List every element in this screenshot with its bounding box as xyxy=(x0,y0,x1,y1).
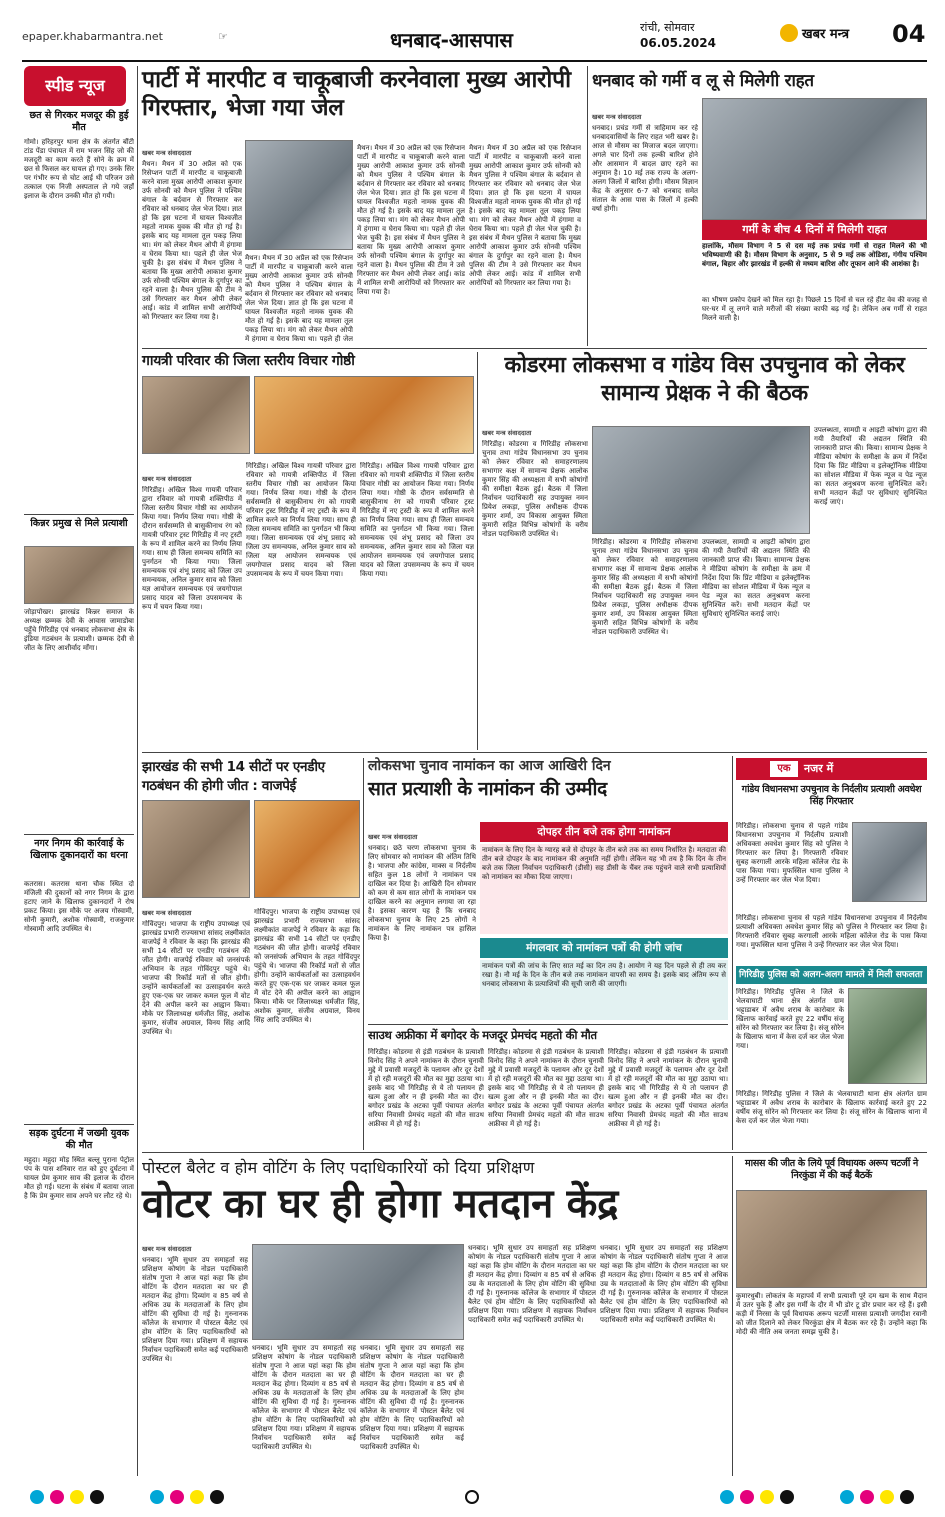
nazar-item-1-text-cont: गिरिडीह। लोकसभा चुनाव से पहले गांडेय विधानसभा उपचुनाव में निर्दलीय प्रत्याशी अधिवक्ता अवधेश कुमार सिंह को पुलिस ने गिरफ्तार कर लिया है। गिरफ्तारी रविवार सुबह करगाली आरके महिला कॉलेज रोड के पास किया गया। मुफस्सिल थाना पुलिस ने उन्हें गिरफ्तार कर जेल भेज दिया। xyxy=(736,914,927,949)
reg-dot xyxy=(900,1490,914,1504)
row-divider-1 xyxy=(142,348,927,349)
postal-nazar-divider xyxy=(732,1156,733,1476)
nomination-africa-divider xyxy=(368,1024,728,1025)
koderma-text-col-3: उपलब्धता, सामग्री व आइटी कोषांग द्वारा की गयी तैयारियों की अद्यतन स्थिति की जानकारी प्राप्त की। किया। सामान्य प्रेक्षक ने मीडिया कोषांग के समीक्षा के क्रम में निर्देश दिया कि प्रिंट मीडिया व इलेक्ट्रॉनिक मीडिया का सोशल मीडिया में फेक न्यूज व पेड न्यूज का सतत अनुश्रवण करना सुनिश्चित करें। सभी मतदान केंद्रों पर सुविधाएं सुनिश्चित कराई जाएं। xyxy=(702,538,810,618)
site-url[interactable]: epaper.khabarmantra.net xyxy=(22,30,163,43)
nazar-item-2-title: गिरिडीह पुलिस को अलग-अलग मामले में मिली सफलता xyxy=(736,966,927,984)
africa-headline: साउथ अफ्रीका में बगोदर के मजदूर प्रेमचंद महतो की मौत xyxy=(368,1028,597,1042)
koderma-text-col-4: उपलब्धता, सामग्री व आइटी कोषांग द्वारा की गयी तैयारियों की अद्यतन स्थिति की जानकारी प्राप्त की। किया। सामान्य प्रेक्षक ने मीडिया कोषांग के समीक्षा के क्रम में निर्देश दिया कि प्रिंट मीडिया व इलेक्ट्रॉनिक मीडिया का सोशल मीडिया में फेक न्यूज व पेड न्यूज का सतत अनुश्रवण करना सुनिश्चित करें। सभी मतदान केंद्रों पर सुविधाएं सुनिश्चित कराई जाएं। xyxy=(814,426,927,506)
nomination-kicker: लोकसभा चुनाव नामांकन का आज आखिरी दिन xyxy=(368,758,611,774)
jharkhand-headline: झारखंड की सभी 14 सीटों पर एनडीए गठबंधन की होगी जीत : वाजपेई xyxy=(142,759,325,794)
koderma-credit: खबर मन्त्र संवाददाता xyxy=(482,429,532,437)
postal-text-col-3: धनबाद। भूमि सुधार उप समाहर्ता सह प्रशिक्षण कोषांग के नोडल पदाधिकारी संतोष गुप्ता ने आज यहां कहा कि होम वोटिंग के दौरान मतदाता का घर ही मतदान केंद्र होगा। दिव्यांग व 85 वर्ष से अधिक उम्र के मतदाताओं के लिए होम वोटिंग की सुविधा दी गई है। गुरुनानक कॉलेज के सभागार में पोस्टल बैलेट एवं होम वोटिंग के लिए पदाधिकारियों को प्रशिक्षण दिया गया। प्रशिक्षण में सहायक निर्वाचन पदाधिकारी समेत कई पदाधिकारी उपस्थित थे। xyxy=(360,1344,464,1451)
speed-divider-2 xyxy=(24,834,134,835)
reg-dot xyxy=(860,1490,874,1504)
page-number: 04 xyxy=(892,20,926,48)
africa-text-col-2: गिरिडीह। कोडरमा से इंडी गठबंधन के प्रत्याशी विनोद सिंह ने अपने नामांकन के दौरान चुनावी मुद्दे में प्रवासी मजदूरों के पलायन और दूर देशों में हो रही मजदूरों की मौत का मुद्दा उठाया था। इसके बाद भी गिरिडीह से ये तो पलायन ही खत्म हुआ और न ही इनकी मौत का दौर। बगोदर प्रखंड के अटका पूर्वी पंचायत अंतर्गत सरिया निवासी प्रेमचंद महतो की मौत साउथ अफ्रीका में हो गई है। xyxy=(488,1048,604,1128)
brand-name: खबर मन्त्र xyxy=(802,27,850,42)
heat-text: धनबाद। प्रचंड गर्मी से त्राहिमाम कर रहे धनबादवासियों के लिए राहत भरी खबर है। आज से मौसम का मिजाज बदल जाएगा। अगले चार दिनों तक हल्की बारिश होने और आसमान में बादल छाए रहने का अनुमान है। 10 मई तक राज्य के अलग-अलग जिलों में बारिश होगी। मौसम विज्ञान केंद्र के अनुसार 6-7 को धनबाद समेत संताल के आस पास के जिलों में हल्की वर्षा होगी। xyxy=(592,124,698,213)
nomination-box2-text: नामांकन पत्रों की जांच के लिए सात मई का दिन तय है। आयोग ने यह दिन पहले से ही तय कर रखा है। नौ मई के दिन के तीन बजे तक नामांकन वापसी का समय है। इसके बाद अंतिम रूप से धनबाद लोकसभा के प्रत्याशियों की सूची जारी की जाएगी। xyxy=(480,960,728,1020)
issue-date: 06.05.2024 xyxy=(640,36,716,50)
nazar-item-3-photo xyxy=(736,1190,927,1288)
heat-photo xyxy=(702,98,927,220)
reg-dot xyxy=(780,1490,794,1504)
jharkhand-nomination-divider xyxy=(363,758,364,1150)
koderma-headline: कोडरमा लोकसभा व गांडेय विस उपचुनाव को लेकर सामान्य प्रेक्षक ने की बैठक xyxy=(504,353,905,406)
nomination-headline: सात प्रत्याशी के नामांकन की उम्मीद xyxy=(368,778,607,800)
speed-item-1-text: गोमो। हरिहरपुर थाना क्षेत्र के अंतर्गत बौंटी टांड पेंडा पंचायत में राम भजन सिंह जो की मजदूरी का काम करते हैं सोने के क्रम में छत से फिसल कर घायल हो गए। उनके सिर पर गंभीर रूप से चोट आई थी परिजन उसे तत्काल एक निजी अस्पताल ले गये जहाँ इलाज के दौरान उनकी मौत हो गयी। xyxy=(24,138,134,200)
heat-headline: धनबाद को गर्मी व लू से मिलेगी राहत xyxy=(592,71,814,91)
lead-headline: पार्टी में मारपीट व चाकूबाजी करनेवाला मुख्य आरोपी गिरफ्तार, भेजा गया जेल xyxy=(142,67,571,121)
jharkhand-photo-1 xyxy=(142,800,250,898)
heat-tail-text: का भीषण प्रकोप देखने को मिल रहा है। पिछले 15 दिनों से चल रहे हीट वेव की वजह से घर-घर में लू लगने वाले मरीजों की संख्या काफी बढ़ गई है। लेकिन अब गर्मी से राहत मिलने वाली है। xyxy=(702,296,927,322)
ek-nazar-banner xyxy=(736,758,927,780)
gayatri-text-col-2: गिरिडीह। अखिल विश्व गायत्री परिवार द्वारा रविवार को गायत्री शक्तिपीठ में जिला स्तरीय विचार गोष्ठी का आयोजन किया गया। निर्णय लिया गया। गोष्ठी के दौरान सर्वसम्मति से बासुकीनाथ रंग को गायत्री परिवार ट्रस्ट गिरिडीह में नए ट्रस्टी के रूप में शामिल करने का निर्णय लिया गया। साथ ही जिला समन्वय समिति का पुनर्गठन भी किया गया। जिला समन्वयक एवं शंभू प्रसाद को जिला उप समन्वयक, अनिल कुमार साव को जिला यज्ञ आयोजन समन्वयक एवं जयगोपाल प्रसाद यादव को जिला उपसमन्वय के रूप में चयन किया गया। xyxy=(246,462,356,578)
lead-text-col-3: मैथन। मैथन में 30 अप्रैल को एक रिसेप्शन पार्टी में मारपीट व चाकूबाजी करने वाला मुख्य आरोपी आकाश कुमार उर्फ सोनवी को मैथन पुलिस ने पश्चिम बंगाल के बर्दवान से गिरफ्तार कर रविवार को धनबाद जेल भेज दिया। ज्ञात हो कि इस घटना में घायल विश्वजीत महतो नामक युवक की मौत हो गई है। इसके बाद यह मामला तूल पकड़ लिया था। मंग को लेकर मैथन ओपी में हंगामा व घेराव किया था। पहले ही जेल भेज चुकी है। इस संबंध में मैथन पुलिस ने बताया कि मुख्य आरोपी आकाश कुमार उर्फ सोनवी पश्चिम बंगाल के दुर्गापुर का रहने वाला है। मैथन पुलिस की टीम ने उसे गिरफ्तार कर मैथन ओपी लेकर आई। कांड में शामिल सभी आरोपियों को गिरफ्तार कर लिया गया है। xyxy=(357,144,465,296)
nomination-box2-title: मंगलवार को नामांकन पत्रों की होगी जांच xyxy=(480,938,728,958)
lead-text-col-4: मैथन। मैथन में 30 अप्रैल को एक रिसेप्शन पार्टी में मारपीट व चाकूबाजी करने वाला मुख्य आरोपी आकाश कुमार उर्फ सोनवी को मैथन पुलिस ने पश्चिम बंगाल के बर्दवान से गिरफ्तार कर रविवार को धनबाद जेल भेज दिया। ज्ञात हो कि इस घटना में घायल विश्वजीत महतो नामक युवक की मौत हो गई है। इसके बाद यह मामला तूल पकड़ लिया था। मंग को लेकर मैथन ओपी में हंगामा व घेराव किया था। पहले ही जेल भेज चुकी है। इस संबंध में मैथन पुलिस ने बताया कि मुख्य आरोपी आकाश कुमार उर्फ सोनवी पश्चिम बंगाल के दुर्गापुर का रहने वाला है। मैथन पुलिस की टीम ने उसे गिरफ्तार कर मैथन ओपी लेकर आई। कांड में शामिल सभी आरोपियों को गिरफ्तार कर लिया गया है। xyxy=(469,144,581,287)
postal-text-col-4: धनबाद। भूमि सुधार उप समाहर्ता सह प्रशिक्षण कोषांग के नोडल पदाधिकारी संतोष गुप्ता ने आज यहां कहा कि होम वोटिंग के दौरान मतदाता का घर ही मतदान केंद्र होगा। दिव्यांग व 85 वर्ष से अधिक उम्र के मतदाताओं के लिए होम वोटिंग की सुविधा दी गई है। गुरुनानक कॉलेज के सभागार में पोस्टल बैलेट एवं होम वोटिंग के लिए पदाधिकारियों को प्रशिक्षण दिया गया। प्रशिक्षण में सहायक निर्वाचन पदाधिकारी समेत कई पदाधिकारी उपस्थित थे। xyxy=(468,1244,596,1324)
jharkhand-text-col-1: गोविंदपुर। भाजपा के राष्ट्रीय उपाध्यक्ष एवं झारखंड प्रभारी राज्यसभा सांसद लक्ष्मीकांत वाजपेई ने रविवार के कहा कि झारखंड की सभी 14 सीटों पर एनडीए गठबंधन की जीत होगी। वाजपेई रविवार को जनसंपर्क अभियान के तहत गोविंदपुर पहुंचे थे। भाजपा की रिकॉर्ड मतों से जीत होगी। उन्होंने कार्यकर्ताओं का उत्साहवर्धन करते हुए एक-एक घर जाकर कमल फूल में वोट देने की अपील करने का आह्वान किया। मौके पर जिलाध्यक्ष धर्मजीत सिंह, अशोक कुमार, संजीव अग्रवाल, विनय सिंह आदि उपस्थित थे। xyxy=(142,920,250,1036)
lead-credit: खबर मन्त्र संवाददाता xyxy=(142,149,192,157)
jharkhand-credit: खबर मन्त्र संवाददाता xyxy=(142,909,192,917)
left-column-divider xyxy=(137,66,138,1476)
lead-text-col-2: मैथन। मैथन में 30 अप्रैल को एक रिसेप्शन पार्टी में मारपीट व चाकूबाजी करने वाला मुख्य आरोपी आकाश कुमार उर्फ सोनवी को मैथन पुलिस ने पश्चिम बंगाल के बर्दवान से गिरफ्तार कर रविवार को धनबाद जेल भेज दिया। ज्ञात हो कि इस घटना में घायल विश्वजीत महतो नामक युवक की मौत हो गई है। इसके बाद यह मामला तूल पकड़ लिया था। मंग को लेकर मैथन ओपी में हंगामा व घेराव किया था। पहले ही जेल xyxy=(245,254,353,342)
lead-text-col-1: मैथन। मैथन में 30 अप्रैल को एक रिसेप्शन पार्टी में मारपीट व चाकूबाजी करने वाला मुख्य आरोपी आकाश कुमार उर्फ सोनवी को मैथन पुलिस ने पश्चिम बंगाल के बर्दवान से गिरफ्तार कर रविवार को धनबाद जेल भेज दिया। ज्ञात हो कि इस घटना में घायल विश्वजीत महतो नामक युवक की मौत हो गई है। इसके बाद यह मामला तूल पकड़ लिया था। मंग को लेकर मैथन ओपी में हंगामा व घेराव किया था। पहले ही जेल भेज चुकी है। इस संबंध में मैथन पुलिस ने बताया कि मुख्य आरोपी आकाश कुमार उर्फ सोनवी पश्चिम बंगाल के दुर्गापुर का रहने वाला है। मैथन पुलिस की टीम ने उसे गिरफ्तार कर मैथन ओपी लेकर आई। कांड में शामिल सभी आरोपियों को गिरफ्तार कर लिया गया है। xyxy=(142,160,242,321)
nomination-text: धनबाद। छठे चरण लोकसभा चुनाव के लिए सोमवार को नामांकन की अंतिम तिथि है। भाजपा और कांग्रेस, माक्स व निर्दलीय सहित कुल 18 लोगों ने नामांकन पत्र दाखिल कर दिया है। आखिरी दिन सोमवार को कम से कम सात लोगों के नामांकन पत्र दाखिल करने का अनुमान लगाया जा रहा है। इसका कारण यह है कि धनबाद लोकसभा चुनाव के लिए 25 लोगों ने नामांकन के लिए नामांकन पत्र हासिल किया है। xyxy=(368,844,476,942)
reg-dot xyxy=(880,1490,894,1504)
postal-kicker: पोस्टल बैलेट व होम वोटिंग के लिए पदाधिकारियों को दिया प्रशिक्षण xyxy=(142,1158,535,1177)
center-right-divider-2 xyxy=(732,756,733,1150)
speed-item-2-title: किन्नर प्रमुख से मिले प्रत्याशी xyxy=(30,518,128,529)
reg-dot xyxy=(760,1490,774,1504)
gayatri-photo-1 xyxy=(142,376,250,454)
gayatri-photo-2 xyxy=(254,376,474,454)
africa-text-col-3: गिरिडीह। कोडरमा से इंडी गठबंधन के प्रत्याशी विनोद सिंह ने अपने नामांकन के दौरान चुनावी मुद्दे में प्रवासी मजदूरों के पलायन और दूर देशों में हो रही मजदूरों की मौत का मुद्दा उठाया था। इसके बाद भी गिरिडीह से ये तो पलायन ही खत्म हुआ और न ही इनकी मौत का दौर। बगोदर प्रखंड के अटका पूर्वी पंचायत अंतर्गत सरिया निवासी प्रेमचंद महतो की मौत साउथ अफ्रीका में हो गई है। xyxy=(608,1048,728,1128)
koderma-photo xyxy=(592,426,810,534)
jharkhand-photo-2 xyxy=(254,800,360,898)
speed-divider-3 xyxy=(24,1124,134,1125)
reg-dot xyxy=(190,1490,204,1504)
masthead-divider xyxy=(22,60,927,62)
reg-dot xyxy=(90,1490,104,1504)
ek-nazar-label-a: एक xyxy=(770,761,798,777)
speed-item-1-title: छत से गिरकर मजदूर की हुई मौत xyxy=(29,110,129,133)
gayatri-text-col-3: गिरिडीह। अखिल विश्व गायत्री परिवार द्वारा रविवार को गायत्री शक्तिपीठ में जिला स्तरीय विचार गोष्ठी का आयोजन किया गया। निर्णय लिया गया। गोष्ठी के दौरान सर्वसम्मति से बासुकीनाथ रंग को गायत्री परिवार ट्रस्ट गिरिडीह में नए ट्रस्टी के रूप में शामिल करने का निर्णय लिया गया। साथ ही जिला समन्वय समिति का पुनर्गठन भी किया गया। जिला समन्वयक एवं शंभू प्रसाद को जिला उप समन्वयक, अनिल कुमार साव को जिला यज्ञ आयोजन समन्वयक एवं जयगोपाल प्रसाद यादव को जिला उपसमन्वय के रूप में चयन किया गया। xyxy=(360,462,474,578)
nazar-item-2-photo xyxy=(848,988,927,1084)
gayatri-koderma-divider xyxy=(477,352,478,750)
city-day: रांची, सोमवार xyxy=(640,21,695,34)
nazar-item-1-title: गांडेय विधानसभा उपचुनाव के निर्दलीय प्रत्याशी अवधेश सिंह गिरफ्तार xyxy=(741,784,922,807)
nazar-item-2-text-cont: गिरिडीह। गिरिडीह पुलिस ने जिले के भेलवाघाटी थाना क्षेत्र अंतर्गत ग्राम भट्टाडाबर में अवैध शराब के कारोबार के खिलाफ कार्रवाई करते हुए 22 वर्षीय संजू सोरेन को गिरफ्तार कर लिया है। संजू सोरेन के खिलाफ थाना में केस दर्ज कर जेल भेजा गया। xyxy=(736,1090,927,1125)
cursor-icon: ☞ xyxy=(218,30,228,43)
nazar-item-1-text: गिरिडीह। लोकसभा चुनाव से पहले गांडेय विधानसभा उपचुनाव में निर्दलीय प्रत्याशी अधिवक्ता अवधेश कुमार सिंह को पुलिस ने गिरफ्तार कर लिया है। गिरफ्तारी रविवार सुबह करगाली आरके महिला कॉलेज रोड के पास किया गया। मुफस्सिल थाना पुलिस ने उन्हें गिरफ्तार कर जेल भेज दिया। xyxy=(736,822,848,884)
speed-item-2-photo xyxy=(24,546,134,604)
speed-news-badge xyxy=(24,66,126,106)
speed-item-3-title: नगर निगम की कार्रवाई के खिलाफ दुकानदारों का धरना xyxy=(30,838,128,861)
reg-dot xyxy=(170,1490,184,1504)
speed-news-label: स्पीड न्यूज xyxy=(45,76,105,95)
row-divider-3 xyxy=(142,1152,927,1153)
nazar-item-3-text: कुमारधुबी। लोकतंत्र के महापर्व में सभी प्रत्याशी पूरे दम खम के साथ मैदान में उतर चुके हैं और इस गर्मी के दौर में भी डोर टू डोर प्रचार कर रहे हैं। इसी कड़ी में निरसा के पूर्व विधायक अरूप चटर्जी मासस प्रत्याशी जगदीश रवानी को जीत दिलाने को लेकर चिरकुंडा क्षेत्र में बैठक कर रहे हैं। उन्होंने कहा कि मोदी की नीति अब जनता समझ चुकी है। xyxy=(736,1292,927,1336)
koderma-text-col-1: गिरिडीह। कोडरमा व गिरिडीह लोकसभा चुनाव तथा गांडेय विधानसभा उप चुनाव को लेकर रविवार को समाहरणालय सभागार कक्ष में सामान्य प्रेक्षक आलोक कुमार सिंह की अध्यक्षता में सभी कोषांगों की समीक्षा बैठक हुई। बैठक में जिला निर्वाचन पदाधिकारी सह उपायुक्त नमन प्रियेश लकड़ा, पुलिस अधीक्षक दीपक कुमार शर्मा, उप विकास आयुक्त स्मिता कुमारी सहित विभिन्न कोषांगों के वरीय नोडल पदाधिकारी उपस्थित थे। xyxy=(482,440,588,538)
reg-dot xyxy=(210,1490,224,1504)
speed-item-2-text: जोड़ापोखर। झारखंड किन्नर समाज के अध्यक्ष छम्मक देवी के आवास जामाडोबा पहुँचे गिरिडीह एवं धनबाद लोकसभा क्षेत्र के इंडिया गठबंधन के प्रत्याशी। छम्मक देवी से जीत के लिए आशीर्वाद माँगा। xyxy=(24,608,134,652)
nomination-credit: खबर मन्त्र संवाददाता xyxy=(368,833,418,841)
jharkhand-text-col-2: गोविंदपुर। भाजपा के राष्ट्रीय उपाध्यक्ष एवं झारखंड प्रभारी राज्यसभा सांसद लक्ष्मीकांत वाजपेई ने रविवार के कहा कि झारखंड की सभी 14 सीटों पर एनडीए गठबंधन की जीत होगी। वाजपेई रविवार को जनसंपर्क अभियान के तहत गोविंदपुर पहुंचे थे। भाजपा की रिकॉर्ड मतों से जीत होगी। उन्होंने कार्यकर्ताओं का उत्साहवर्धन करते हुए एक-एक घर जाकर कमल फूल में वोट देने की अपील करने का आह्वान किया। मौके पर जिलाध्यक्ष धर्मजीत सिंह, अशोक कुमार, संजीव अग्रवाल, विनय सिंह आदि उपस्थित थे। xyxy=(254,908,360,1024)
africa-text-col-1: गिरिडीह। कोडरमा से इंडी गठबंधन के प्रत्याशी विनोद सिंह ने अपने नामांकन के दौरान चुनावी मुद्दे में प्रवासी मजदूरों के पलायन और दूर देशों में हो रही मजदूरों की मौत का मुद्दा उठाया था। इसके बाद भी गिरिडीह से ये तो पलायन ही खत्म हुआ और न ही इनकी मौत का दौर। बगोदर प्रखंड के अटका पूर्वी पंचायत अंतर्गत सरिया निवासी प्रेमचंद महतो की मौत साउथ अफ्रीका में हो गई है। xyxy=(368,1048,484,1128)
reg-dot xyxy=(720,1490,734,1504)
row-divider-2 xyxy=(142,752,927,753)
footer-registration-marks xyxy=(0,1480,945,1517)
nomination-box1-title: दोपहर तीन बजे तक होगा नामांकन xyxy=(480,822,728,842)
nazar-item-2-text: गिरिडीह। गिरिडीह पुलिस ने जिले के भेलवाघाटी थाना क्षेत्र अंतर्गत ग्राम भट्टाडाबर में अवैध शराब के कारोबार के खिलाफ कार्रवाई करते हुए 22 वर्षीय संजू सोरेन को गिरफ्तार कर लिया है। संजू सोरेन के खिलाफ थाना में केस दर्ज कर जेल भेजा गया। xyxy=(736,988,844,1050)
speed-item-4-title: सड़क दुर्घटना में जख्मी युवक की मौत xyxy=(29,1128,129,1151)
speed-item-4-text: महुदा। महुदा मोड़ स्थित बल्लू पुराना पेट्रोल पंप के पास शनिवार रात को हुए दुर्घटना में घायल प्रेम कुमार साव की इलाज के दौरान मौत हो गई। घटना के संबंध में बताया जाता है कि प्रेम कुमार साव अपने घर लौट रहे थे। xyxy=(24,1156,134,1200)
koderma-text-col-2: गिरिडीह। कोडरमा व गिरिडीह लोकसभा चुनाव तथा गांडेय विधानसभा उप चुनाव को लेकर रविवार को समाहरणालय सभागार कक्ष में सामान्य प्रेक्षक आलोक कुमार सिंह की अध्यक्षता में सभी कोषांगों की समीक्षा बैठक हुई। बैठक में जिला निर्वाचन पदाधिकारी सह उपायुक्त नमन प्रियेश लकड़ा, पुलिस अधीक्षक दीपक कुमार शर्मा, उप विकास आयुक्त स्मिता कुमारी सहित विभिन्न कोषांगों के वरीय नोडल पदाधिकारी उपस्थित थे। xyxy=(592,538,698,636)
reg-dot xyxy=(840,1490,854,1504)
center-right-divider xyxy=(587,66,588,346)
ek-nazar-label-b: नजर में xyxy=(804,762,834,775)
postal-headline: वोटर का घर ही होगा मतदान केंद्र xyxy=(142,1181,619,1227)
speed-divider-1 xyxy=(24,514,134,515)
gayatri-credit: खबर मन्त्र संवाददाता xyxy=(142,475,192,483)
heat-credit: खबर मन्त्र संवाददाता xyxy=(592,113,642,121)
postal-text-col-2: धनबाद। भूमि सुधार उप समाहर्ता सह प्रशिक्षण कोषांग के नोडल पदाधिकारी संतोष गुप्ता ने आज यहां कहा कि होम वोटिंग के दौरान मतदाता का घर ही मतदान केंद्र होगा। दिव्यांग व 85 वर्ष से अधिक उम्र के मतदाताओं के लिए होम वोटिंग की सुविधा दी गई है। गुरुनानक कॉलेज के सभागार में पोस्टल बैलेट एवं होम वोटिंग के लिए पदाधिकारियों को प्रशिक्षण दिया गया। प्रशिक्षण में सहायक निर्वाचन पदाधिकारी समेत कई पदाधिकारी उपस्थित थे। xyxy=(252,1344,356,1451)
reg-dot xyxy=(70,1490,84,1504)
gayatri-text-col-1: गिरिडीह। अखिल विश्व गायत्री परिवार द्वारा रविवार को गायत्री शक्तिपीठ में जिला स्तरीय विचार गोष्ठी का आयोजन किया गया। निर्णय लिया गया। गोष्ठी के दौरान सर्वसम्मति से बासुकीनाथ रंग को गायत्री परिवार ट्रस्ट गिरिडीह में नए ट्रस्टी के रूप में शामिल करने का निर्णय लिया गया। साथ ही जिला समन्वय समिति का पुनर्गठन भी किया गया। जिला समन्वयक एवं शंभू प्रसाद को जिला उप समन्वयक, अनिल कुमार साव को जिला यज्ञ आयोजन समन्वयक एवं जयगोपाल प्रसाद यादव को जिला उपसमन्वय के रूप में चयन किया गया। xyxy=(142,486,242,611)
brand-logo-icon xyxy=(780,24,798,42)
reg-dot xyxy=(740,1490,754,1504)
postal-photo xyxy=(252,1244,464,1340)
gayatri-headline: गायत्री परिवार की जिला स्तरीय विचार गोष्ठी xyxy=(142,353,355,369)
heat-caption-text: हालांकि, मौसम विभाग ने 5 से दस मई तक प्रचंड गर्मी से राहत मिलने की भी भविष्यवाणी की है। मौसम विभाग के अनुसार, 5 से 9 मई तक ओडिशा, गंगीय पश्चिम बंगाल, बिहार और झारखंड में हल्की से मध्यम बारिश और तूफान आने की आशंका है। xyxy=(702,242,927,268)
speed-item-3-text: कतरास। कतरास थाना चौक स्थित दो मंजिली की दुकानों को नगर निगम के द्वारा हटाए जाने के खिलाफ दुकानदारों ने रोष प्रकट किया। इस मौके पर अजय गोस्वामी, सोनी कुमारी, अशोक गोस्वामी, राजकुमार गोस्वामी आदि उपस्थित थे। xyxy=(24,880,134,933)
reg-dot xyxy=(50,1490,64,1504)
reg-target-icon xyxy=(465,1490,479,1504)
nazar-item-1-photo xyxy=(852,822,927,902)
section-title: धनबाद-आसपास xyxy=(390,28,513,52)
lead-photo-accused xyxy=(245,140,353,250)
postal-credit: खबर मन्त्र संवाददाता xyxy=(142,1245,192,1253)
nomination-box1-text: नामांकन के लिए दिन के ग्यारह बजे से दोपहर के तीन बजे तक का समय निर्धारित है। मतदाता की तीन बजे दोपहर के बाद नामांकन की अनुमति नहीं होगी। लेकिन यह भी तय है कि दिन के तीन बजे तक जिला निर्वाचन पदाधिकारी (डीसी) सह डीसी के चैंबर तक पहुंचने वाले सभी प्रत्याशियों को नामांकन का मौका दिया जाएगा। xyxy=(480,844,728,934)
postal-text-col-5: धनबाद। भूमि सुधार उप समाहर्ता सह प्रशिक्षण कोषांग के नोडल पदाधिकारी संतोष गुप्ता ने आज यहां कहा कि होम वोटिंग के दौरान मतदाता का घर ही मतदान केंद्र होगा। दिव्यांग व 85 वर्ष से अधिक उम्र के मतदाताओं के लिए होम वोटिंग की सुविधा दी गई है। गुरुनानक कॉलेज के सभागार में पोस्टल बैलेट एवं होम वोटिंग के लिए पदाधिकारियों को प्रशिक्षण दिया गया। प्रशिक्षण में सहायक निर्वाचन पदाधिकारी समेत कई पदाधिकारी उपस्थित थे। xyxy=(600,1244,728,1324)
reg-dot xyxy=(30,1490,44,1504)
heat-caption-title: गर्मी के बीच 4 दिनों में मिलेगी राहत xyxy=(702,220,927,240)
nazar-item-3-title: मासस की जीत के लिये पूर्व विधायक अरूप चटर्जी ने निरकुंडा में की कई बैठकें xyxy=(744,1158,918,1181)
postal-text-col-1: धनबाद। भूमि सुधार उप समाहर्ता सह प्रशिक्षण कोषांग के नोडल पदाधिकारी संतोष गुप्ता ने आज यहां कहा कि होम वोटिंग के दौरान मतदाता का घर ही मतदान केंद्र होगा। दिव्यांग व 85 वर्ष से अधिक उम्र के मतदाताओं के लिए होम वोटिंग की सुविधा दी गई है। गुरुनानक कॉलेज के सभागार में पोस्टल बैलेट एवं होम वोटिंग के लिए पदाधिकारियों को प्रशिक्षण दिया गया। प्रशिक्षण में सहायक निर्वाचन पदाधिकारी समेत कई पदाधिकारी उपस्थित थे। xyxy=(142,1256,248,1363)
masthead xyxy=(0,0,945,64)
reg-dot xyxy=(150,1490,164,1504)
